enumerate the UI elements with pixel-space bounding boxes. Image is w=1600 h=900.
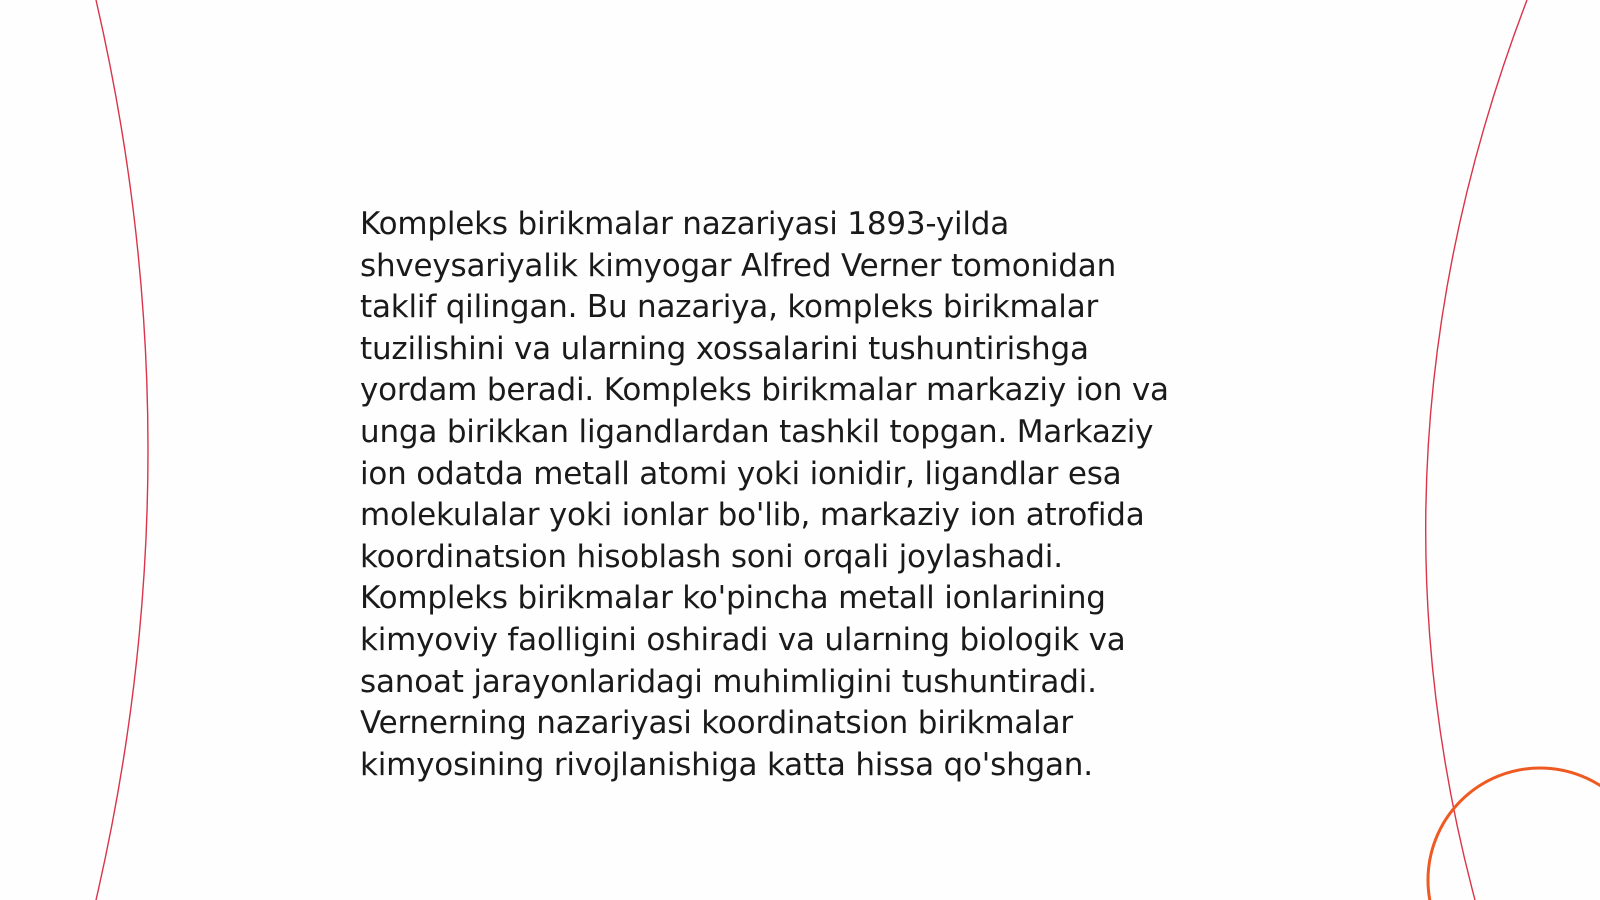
paragraph-line: yordam beradi. Kompleks birikmalar markaziy ion va	[360, 372, 1169, 409]
paragraph-line: Kompleks birikmalar ko'pincha metall ionlarining	[360, 580, 1106, 617]
paragraph-line: Vernerning nazariyasi koordinatsion birikmalar	[360, 705, 1073, 742]
paragraph-line: sanoat jarayonlaridagi muhimligini tushuntiradi.	[360, 663, 1097, 700]
paragraph-line: tuzilishini va ularning xossalarini tushuntirishga	[360, 330, 1089, 367]
accent-circle	[1428, 768, 1600, 900]
left-curve-line	[96, 0, 148, 900]
paragraph-line: kimyosining rivojlanishiga katta hissa qo'shgan.	[360, 746, 1093, 783]
body-paragraph	[360, 204, 1240, 786]
paragraph-line: shveysariyalik kimyogar Alfred Verner tomonidan	[360, 247, 1117, 284]
paragraph-line: kimyoviy faolligini oshiradi va ularning biologik va	[360, 621, 1126, 658]
paragraph-line: unga birikkan ligandlardan tashkil topgan. Markaziy	[360, 413, 1154, 450]
paragraph-line: taklif qilingan. Bu nazariya, kompleks birikmalar	[360, 289, 1099, 326]
paragraph-line: koordinatsion hisoblash soni orqali joylashadi.	[360, 538, 1063, 575]
paragraph-line: molekulalar yoki ionlar bo'lib, markaziy ion atrofida	[360, 497, 1145, 534]
right-curve-line	[1426, 0, 1527, 900]
paragraph-line: ion odatda metall atomi yoki ionidir, ligandlar esa	[360, 455, 1122, 492]
paragraph-line: Kompleks birikmalar nazariyasi 1893-yilda	[360, 206, 1010, 242]
